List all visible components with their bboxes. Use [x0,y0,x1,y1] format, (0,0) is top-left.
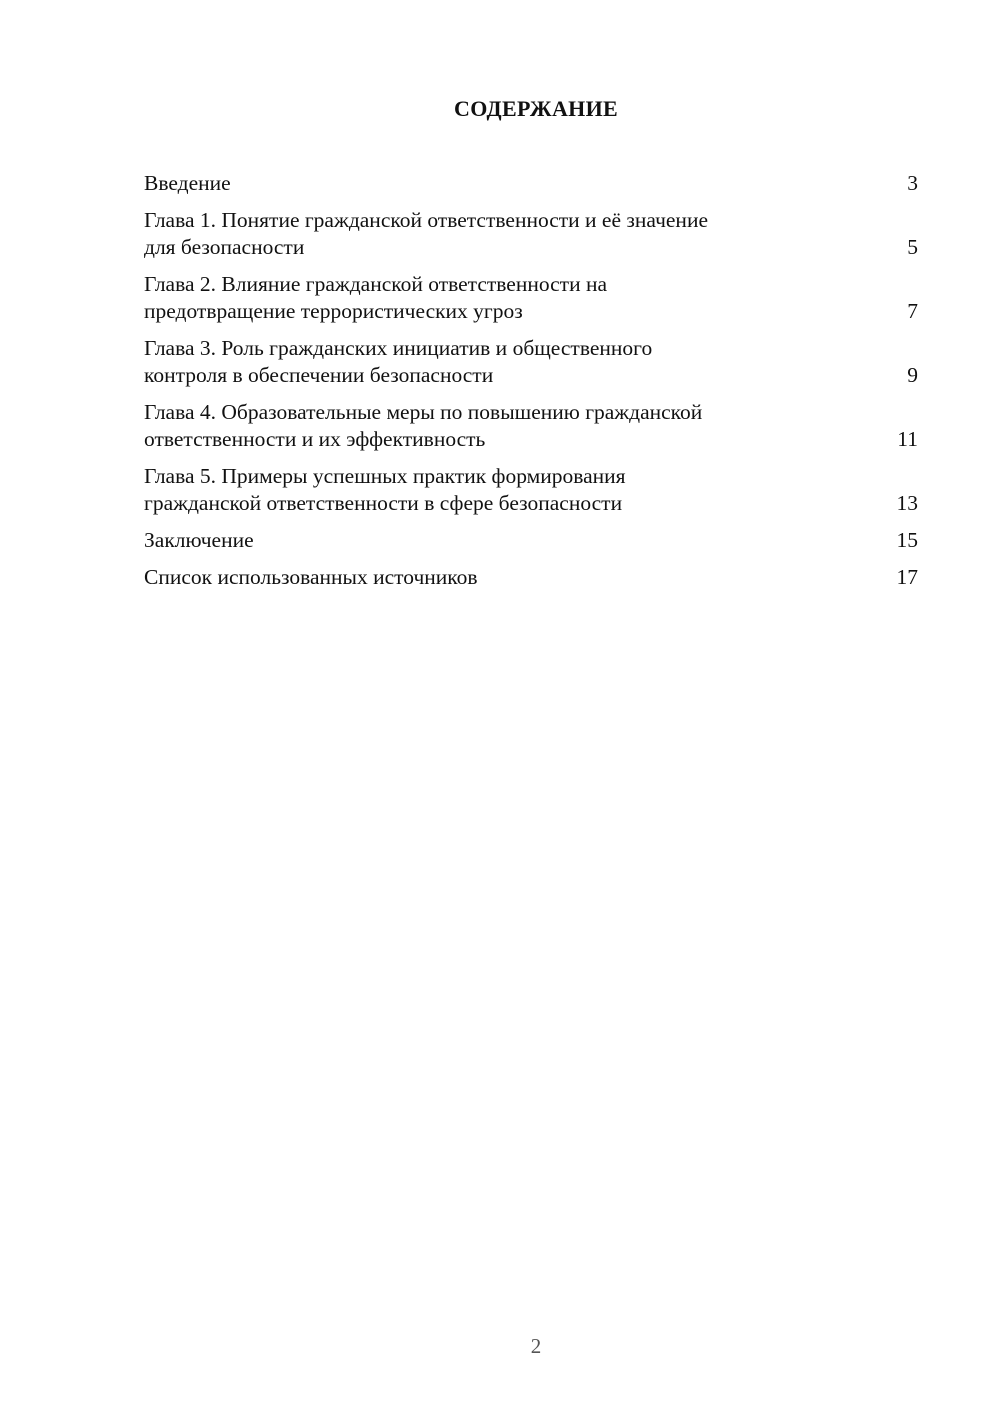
page-number: 2 [530,1334,542,1358]
table-of-contents [144,170,918,601]
toc-entry-page: 5 [907,235,918,259]
toc-entry-page: 9 [907,363,918,387]
toc-entry-conclusion [144,527,918,554]
toc-entry-chapter-2 [144,271,918,325]
toc-entry-page: 13 [896,491,918,515]
toc-entry-page: 7 [907,299,918,323]
toc-entry-text: Глава 4. Образовательные меры по повышению гражданской ответственности и их эффективность [144,400,703,451]
toc-entry-page: 15 [896,528,918,552]
toc-entry-text: Заключение [144,528,254,552]
page-title: СОДЕРЖАНИЕ [454,96,618,121]
toc-entry-chapter-1 [144,207,918,261]
toc-entry-references [144,564,918,591]
toc-entry-chapter-4 [144,399,918,453]
toc-entry-introduction [144,170,918,197]
toc-entry-page: 11 [897,427,918,451]
toc-entry-chapter-5 [144,463,918,517]
toc-entry-text: Глава 1. Понятие гражданской ответственности и её значение для безопасности [144,208,708,259]
toc-entry-page: 17 [896,565,918,589]
toc-entry-page: 3 [907,171,918,195]
toc-entry-text: Глава 3. Роль гражданских инициатив и общественного контроля в обеспечении безопасности [144,336,653,387]
toc-entry-text: Список использованных источников [144,565,478,589]
toc-entry-text: Глава 5. Примеры успешных практик формирования гражданской ответственности в сфере безопасности [144,464,626,515]
toc-entry-text: Глава 2. Влияние гражданской ответственности на предотвращение террористических угроз [144,272,608,323]
toc-entry-text: Введение [144,171,231,195]
toc-entry-chapter-3 [144,335,918,389]
